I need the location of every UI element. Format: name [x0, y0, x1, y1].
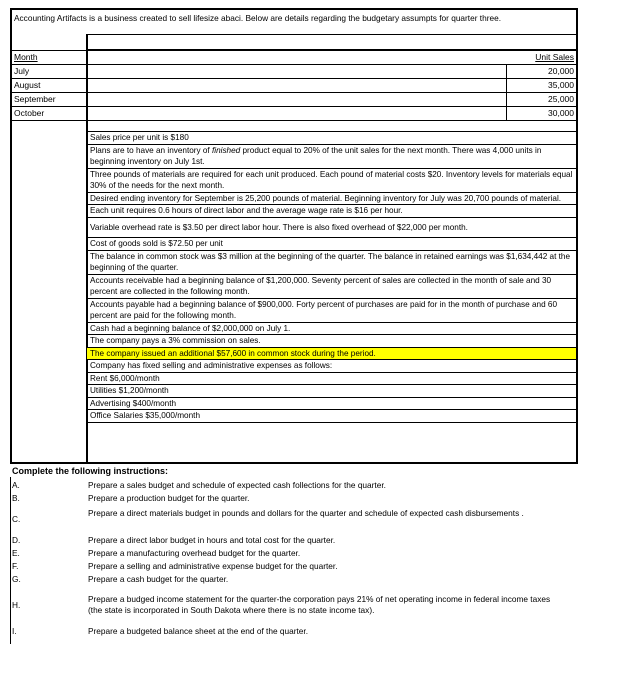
note-sales-price: Sales price per unit is $180 [86, 131, 577, 144]
instructions-left-border [10, 477, 88, 644]
header-empty-cell [86, 34, 577, 50]
instruction-key: D. [12, 535, 21, 545]
note-cash: Cash had a beginning balance of $2,000,000 on July 1. [86, 322, 577, 335]
instruction-key: G. [12, 574, 21, 584]
note-common-stock: The balance in common stock was $3 million at the beginning of the quarter. The balance in retained earnings was $1,634,442 at the beginning of the quarter. [86, 250, 577, 274]
instruction-key: F. [12, 561, 19, 571]
month-cell: July [14, 66, 30, 76]
note-direct-labor: Each unit requires 0.6 hours of direct labor and the average wage rate is $16 per hour. [86, 204, 577, 217]
unit-sales-cell: 30,000 [548, 108, 574, 118]
month-header: Month [14, 52, 38, 62]
note-cogs: Cost of goods sold is $72.50 per unit [86, 237, 577, 250]
unit-sales-cell: 20,000 [548, 66, 574, 76]
sales-table [12, 50, 578, 121]
unit-sales-cell: 25,000 [548, 94, 574, 104]
unit-sales-header: Unit Sales [535, 52, 574, 62]
instruction-text: Prepare a selling and administrative expense budget for the quarter. [88, 561, 338, 571]
note-materials: Three pounds of materials are required for each unit produced. Each pound of material costs $20. Inventory levels for materials equal 30% of the needs for the next month. [86, 168, 577, 192]
sales-table-header [12, 51, 578, 65]
assumption-notes [86, 131, 577, 423]
note-accounts-receivable: Accounts receivable had a beginning balance of $1,200,000. Seventy percent of sales are collected in the month of sale and 30 percent are collected in the following month. [86, 274, 577, 298]
note-stock-issued: The company issued an additional $57,600 in common stock during the period. [86, 347, 577, 360]
instruction-text: Prepare a sales budget and schedule of expected cash follections for the quarter. [88, 480, 386, 490]
note-rent: Rent $6,000/month [86, 372, 577, 385]
note-commission: The company pays a 3% commission on sales. [86, 334, 577, 347]
spacer-cell [86, 119, 577, 131]
month-cell: August [14, 80, 41, 90]
month-cell: September [14, 94, 56, 104]
instruction-text: Prepare a manufacturing overhead budget for the quarter. [88, 548, 301, 558]
instruction-text: Prepare a direct labor budget in hours and total cost for the quarter. [88, 535, 336, 545]
month-cell: October [14, 108, 45, 118]
instruction-key: A. [12, 480, 20, 490]
unit-sales-cell: 35,000 [548, 80, 574, 90]
instruction-text: Prepare a cash budget for the quarter. [88, 574, 229, 584]
note-accounts-payable: Accounts payable had a beginning balance of $900,000. Forty percent of purchases are paid for in the month of purchase and 60 percent are paid for the following month. [86, 298, 577, 322]
instruction-text: Prepare a production budget for the quarter. [88, 493, 250, 503]
note-finished-inventory: Plans are to have an inventory of finished product equal to 20% of the unit sales for the next month. There was 4,000 units in beginning inventory on July 1st. [86, 144, 577, 168]
table-row [12, 93, 578, 107]
note-advertising: Advertising $400/month [86, 397, 577, 410]
instruction-key: C. [12, 514, 21, 524]
instruction-text: Prepare a budgeted balance sheet at the end of the quarter. [88, 626, 309, 636]
instruction-key: B. [12, 493, 20, 503]
note-ending-inventory: Desired ending inventory for September is 25,200 pounds of material. Beginning inventory for July was 20,700 pounds of material. [86, 192, 577, 205]
note-utilities: Utilities $1,200/month [86, 384, 577, 397]
instructions-heading: Complete the following instructions: [12, 466, 168, 476]
instruction-text: Prepare a direct materials budget in pounds and dollars for the quarter and schedule of expected cash disbursements . [88, 508, 524, 518]
note-overhead: Variable overhead rate is $3.50 per direct labor hour. There is also fixed overhead of $22,000 per month. [86, 217, 577, 238]
intro-text: Accounting Artifacts is a business created to sell lifesize abaci. Below are details regarding the budgetary assumpts for quarter three. [14, 13, 502, 23]
table-row [12, 65, 578, 79]
instruction-key: I. [12, 626, 17, 636]
table-row [12, 79, 578, 93]
note-office-salaries: Office Salaries $35,000/month [86, 409, 577, 423]
instruction-key: E. [12, 548, 20, 558]
instruction-key: H. [12, 600, 21, 610]
instruction-text: Prepare a budged income statement for the quarter-the corporation pays 21% of net operating income in federal income taxes (the state is incorporated in South Dakota where there is no state income tax). [88, 594, 551, 615]
note-fixed-expenses: Company has fixed selling and administrative expenses as follows: [86, 359, 577, 372]
